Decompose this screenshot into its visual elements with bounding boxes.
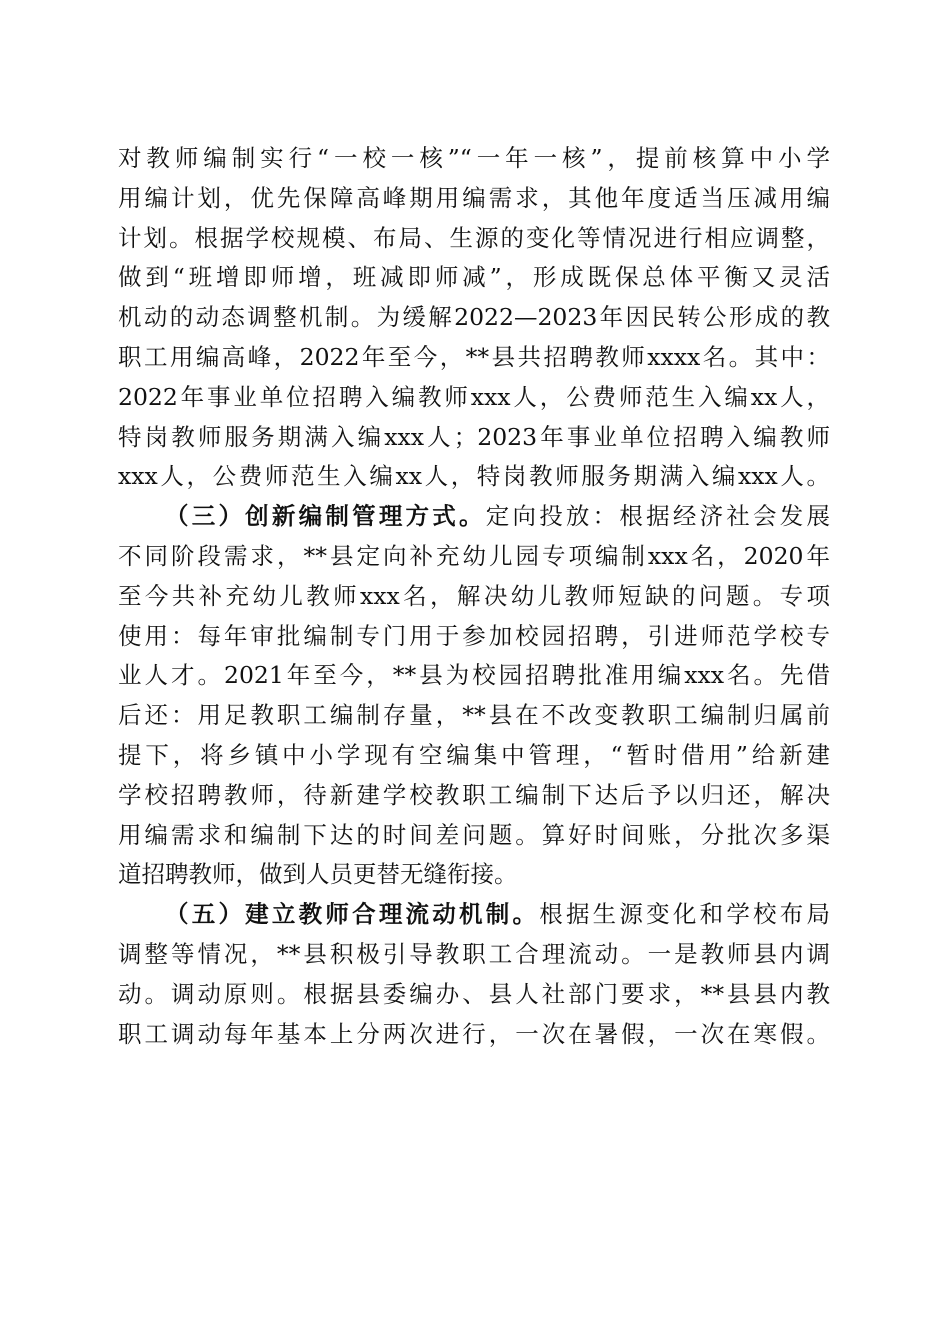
paragraph-2-line-3: 至今共补充幼儿教师xxx名，解决幼儿教师短缺的问题。专项 — [118, 581, 830, 610]
paragraph-2-first-line — [118, 497, 830, 537]
paragraph-1-line-6: 职工用编高峰，2022年至今，**县共招聘教师xxxx名。其中： — [118, 342, 830, 371]
paragraph-3-line-3: 动。调动原则。根据县委编办、县人社部门要求，**县县内教 — [118, 979, 830, 1008]
paragraph-2-line-5: 业人才。2021年至今，**县为校园招聘批准用编xxx名。先借 — [118, 661, 830, 690]
paragraph-1-line-5: 机动的动态调整机制。为缓解2022—2023年因民转公形成的教 — [118, 303, 830, 332]
paragraph-2-line-7: 提下，将乡镇中小学现有空编集中管理，“暂时借用”给新建 — [118, 740, 830, 769]
paragraph-3-line-2: 调整等情况，**县积极引导教职工合理流动。一是教师县内调 — [118, 939, 830, 968]
paragraph-3-first-line — [118, 895, 830, 935]
paragraph-1-line-3: 计划。根据学校规模、布局、生源的变化等情况进行相应调整， — [118, 223, 830, 252]
paragraph-3-first-line-text: 根据生源变化和学校布局 — [539, 900, 830, 929]
paragraph-2-line-4: 使用：每年审批编制专门用于参加校园招聘，引进师范学校专 — [118, 621, 830, 650]
document-body — [118, 139, 830, 1054]
paragraph-2-line-8: 学校招聘教师，待新建学校教职工编制下达后予以归还，解决 — [118, 780, 830, 809]
paragraph-1-line-4: 做到“班增即师增，班减即师减”，形成既保总体平衡又灵活 — [118, 263, 830, 292]
paragraph-1-line-9: xxx人，公费师范生入编xx人，特岗教师服务期满入编xxx人。 — [118, 462, 830, 491]
section-heading-teacher-mobility: （五）建立教师合理流动机制。 — [165, 900, 540, 929]
paragraph-2-line-2: 不同阶段需求，**县定向补充幼儿园专项编制xxx名，2020年 — [118, 541, 830, 570]
paragraph-1-line-1: 对教师编制实行“一校一核”“一年一核”，提前核算中小学 — [118, 144, 830, 172]
paragraph-1-line-7: 2022年事业单位招聘入编教师xxx人，公费师范生入编xx人， — [118, 382, 830, 411]
paragraph-3-line-4: 职工调动每年基本上分两次进行，一次在暑假，一次在寒假。 — [118, 1019, 830, 1048]
section-heading-innovate-staffing: （三）创新编制管理方式。 — [165, 502, 486, 531]
paragraph-1-line-2: 用编计划，优先保障高峰期用编需求，其他年度适当压减用编 — [118, 183, 830, 212]
paragraph-2-last-line: 道招聘教师，做到人员更替无缝衔接。 — [118, 860, 518, 889]
paragraph-2-line-6: 后还：用足教职工编制存量，**县在不改变教职工编制归属前 — [118, 701, 830, 730]
paragraph-1-line-8: 特岗教师服务期满入编xxx人；2023年事业单位招聘入编教师 — [118, 422, 830, 451]
paragraph-2-line-9: 用编需求和编制下达的时间差问题。算好时间账，分批次多渠 — [118, 820, 830, 849]
paragraph-2-first-line-text: 定向投放：根据经济社会发展 — [485, 502, 830, 531]
